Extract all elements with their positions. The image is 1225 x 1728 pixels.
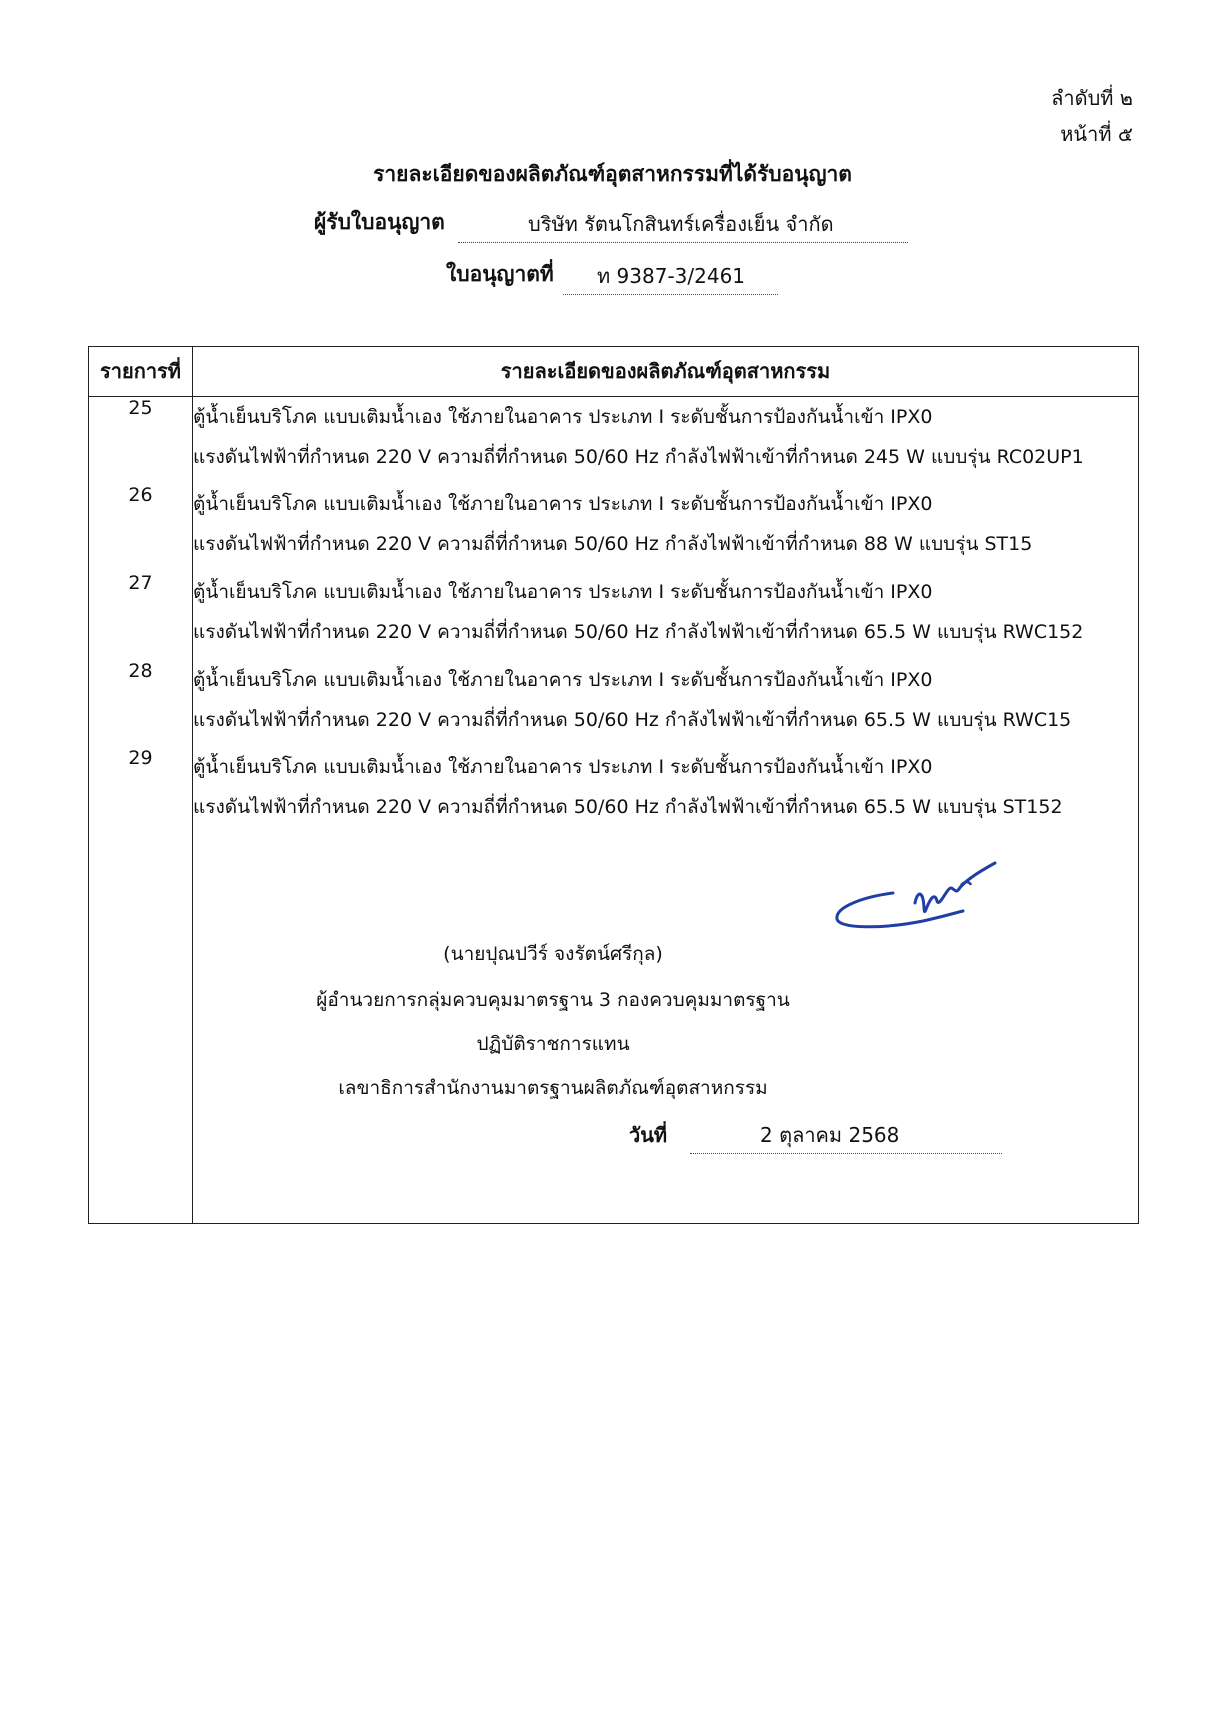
item-description: ตู้น้ำเย็นบริโภค แบบเติมน้ำเอง ใช้ภายในอาคาร ประเภท I ระดับชั้นการป้องกันน้ำเข้า IPX0 แรงดันไฟฟ้าที่กำหนด 220 V ความถี่ที่กำหนด 50/60 Hz กำลังไฟฟ้าเข้าที่กำหนด 65.5 W แบบรุ่น RWC152 <box>193 572 1139 660</box>
item-description: ตู้น้ำเย็นบริโภค แบบเติมน้ำเอง ใช้ภายในอาคาร ประเภท I ระดับชั้นการป้องกันน้ำเข้า IPX0 แรงดันไฟฟ้าที่กำหนด 220 V ความถี่ที่กำหนด 50/60 Hz กำลังไฟฟ้าเข้าที่กำหนด 65.5 W แบบรุ่น RWC15 <box>193 660 1139 748</box>
table-row <box>89 484 1139 572</box>
item-description: ตู้น้ำเย็นบริโภค แบบเติมน้ำเอง ใช้ภายในอาคาร ประเภท I ระดับชั้นการป้องกันน้ำเข้า IPX0 แรงดันไฟฟ้าที่กำหนด 220 V ความถี่ที่กำหนด 50/60 Hz กำลังไฟฟ้าเข้าที่กำหนด 88 W แบบรุ่น ST15 <box>193 484 1139 572</box>
signature-block <box>193 835 1139 1223</box>
item-number: 28 <box>89 660 193 748</box>
signer-position: ผู้อำนวยการกลุ่มควบคุมมาตรฐาน 3 กองควบคุมมาตรฐาน <box>316 989 790 1012</box>
page-number: หน้าที่ ๕ <box>1060 122 1133 146</box>
product-table <box>88 346 1139 1224</box>
date-field <box>690 1117 1002 1154</box>
licensee-value: บริษัท รัตนโกสินทร์เครื่องเย็น จำกัด <box>528 212 834 236</box>
acting-on-behalf: ปฏิบัติราชการแทน <box>476 1033 630 1056</box>
license-label: ใบอนุญาตที่ <box>446 262 554 286</box>
signature-date: 2 ตุลาคม 2568 <box>760 1123 900 1148</box>
sequence-number: ลำดับที่ ๒ <box>1051 86 1133 110</box>
table-row <box>89 660 1139 748</box>
item-number: 26 <box>89 484 193 572</box>
item-number: 25 <box>89 396 193 484</box>
header-reference <box>1051 80 1133 152</box>
license-number: ท 9387-3/2461 <box>597 264 746 288</box>
table-row <box>89 747 1139 835</box>
signer-name: (นายปุณปวีร์ จงรัตน์ศรีกุล) <box>443 943 663 966</box>
column-header-detail: รายละเอียดของผลิตภัณฑ์อุตสาหกรรม <box>193 347 1139 397</box>
date-label: วันที่ <box>629 1123 668 1148</box>
signature-row <box>89 835 1139 1223</box>
licensee-field <box>458 206 908 243</box>
column-header-item: รายการที่ <box>89 347 193 397</box>
table-row <box>89 572 1139 660</box>
item-number: 29 <box>89 747 193 835</box>
signer-office: เลขาธิการสำนักงานมาตรฐานผลิตภัณฑ์อุตสาหกรรม <box>338 1077 768 1100</box>
license-field <box>563 258 778 295</box>
item-description: ตู้น้ำเย็นบริโภค แบบเติมน้ำเอง ใช้ภายในอาคาร ประเภท I ระดับชั้นการป้องกันน้ำเข้า IPX0 แรงดันไฟฟ้าที่กำหนด 220 V ความถี่ที่กำหนด 50/60 Hz กำลังไฟฟ้าเข้าที่กำหนด 245 W แบบรุ่น RC02UP1 <box>193 396 1139 484</box>
item-description: ตู้น้ำเย็นบริโภค แบบเติมน้ำเอง ใช้ภายในอาคาร ประเภท I ระดับชั้นการป้องกันน้ำเข้า IPX0 แรงดันไฟฟ้าที่กำหนด 220 V ความถี่ที่กำหนด 50/60 Hz กำลังไฟฟ้าเข้าที่กำหนด 65.5 W แบบรุ่น ST152 <box>193 747 1139 835</box>
licensee-label: ผู้รับใบอนุญาต <box>314 210 445 234</box>
table-row <box>89 396 1139 484</box>
page-title: รายละเอียดของผลิตภัณฑ์อุตสาหกรรมที่ได้รับอนุญาต <box>373 162 852 186</box>
item-number: 27 <box>89 572 193 660</box>
